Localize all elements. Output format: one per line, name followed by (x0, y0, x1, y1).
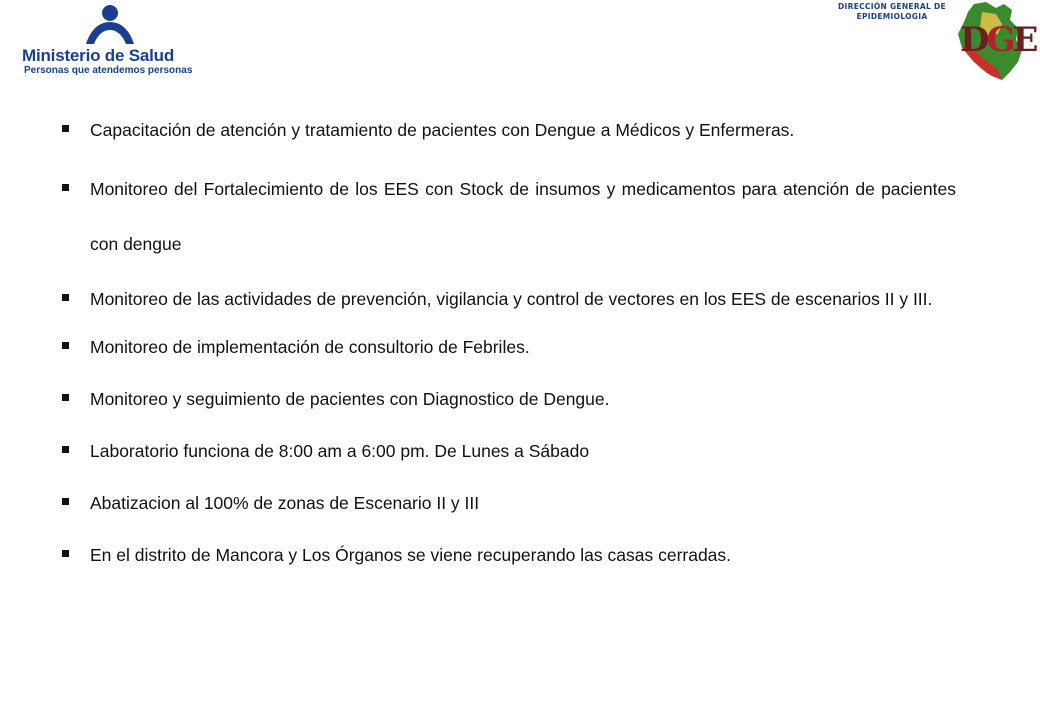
minsa-title: Ministerio de Salud (22, 46, 175, 65)
list-item (60, 379, 956, 419)
dge-caption-line2: EPIDEMIOLOGIA (856, 12, 928, 21)
square-bullet-icon (62, 184, 69, 191)
minsa-tagline: Personas que atendemos personas (24, 65, 193, 76)
square-bullet-icon (62, 394, 69, 401)
list-item (60, 535, 956, 575)
square-bullet-icon (62, 446, 69, 453)
minsa-logo (18, 4, 193, 76)
list-item (60, 272, 956, 327)
list-item (60, 162, 956, 272)
dge-letter-e: E (1012, 20, 1036, 60)
dge-letter-g: G (986, 20, 1013, 60)
square-bullet-icon (62, 498, 69, 505)
list-item-text: Capacitación de atención y tratamiento de pacientes con Dengue a Médicos y Enfermeras. (90, 120, 795, 140)
list-item (60, 327, 956, 367)
list-item-text: Monitoreo del Fortalecimiento de los EES con Stock de insumos y medicamentos para atención de pacientes con dengue (90, 179, 956, 254)
person-emblem-icon (82, 4, 138, 48)
list-item-text: Laboratorio funciona de 8:00 am a 6:00 pm. De Lunes a Sábado (90, 441, 590, 461)
list-item (60, 431, 956, 471)
square-bullet-icon (62, 550, 69, 557)
list-item-text: Monitoreo de las actividades de prevención, vigilancia y control de vectores en los EES de escenarios II y III. (90, 289, 933, 309)
square-bullet-icon (62, 125, 69, 132)
list-item-text: Monitoreo y seguimiento de pacientes con Diagnostico de Dengue. (90, 389, 610, 409)
square-bullet-icon (62, 342, 69, 349)
list-item (60, 110, 956, 150)
list-item-text: Monitoreo de implementación de consultorio de Febriles. (90, 337, 530, 357)
square-bullet-icon (62, 294, 69, 301)
dge-letters (960, 20, 1035, 60)
dge-letter-d: D (960, 20, 987, 60)
list-item-text: En el distrito de Mancora y Los Órganos se viene recuperando las casas cerradas. (90, 545, 732, 565)
dge-caption (826, 2, 958, 22)
dge-caption-line1: DIRECCIÓN GENERAL DE (838, 2, 946, 11)
list-item-text: Abatizacion al 100% de zonas de Escenario II y III (90, 493, 480, 513)
list-item (60, 483, 956, 523)
bullet-list (60, 110, 956, 587)
